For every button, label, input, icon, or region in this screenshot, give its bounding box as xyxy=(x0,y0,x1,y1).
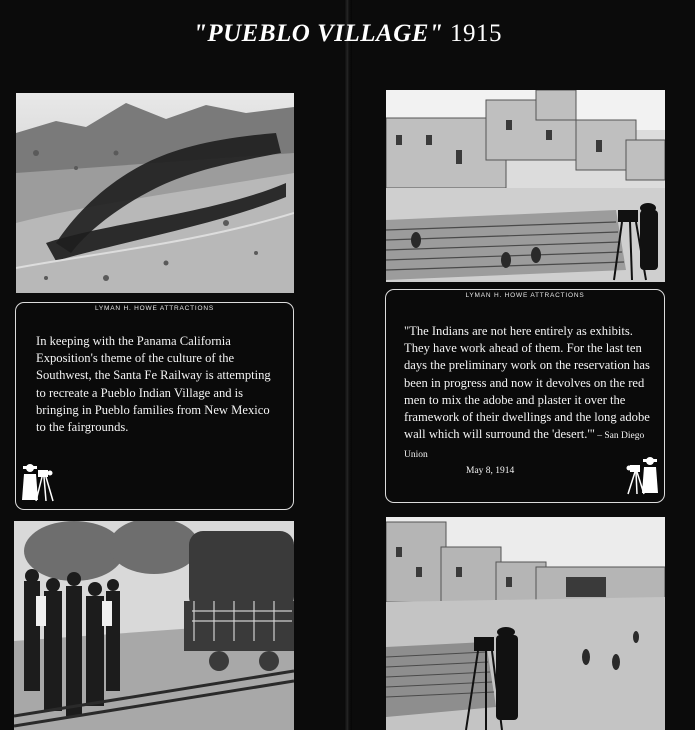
cameraman-icon xyxy=(20,460,54,502)
train-photo xyxy=(16,93,294,293)
crowd-train-photo xyxy=(14,521,294,730)
panel-quote-block xyxy=(404,323,650,477)
pueblo-cameraman-photo xyxy=(386,517,665,730)
quote-text: "The Indians are not here entirely as exhibits. They have work ahead of them. For the last ten days the preliminary work on the reservation has been in progress and now it devolves on the red men to mix the adobe and plaster it over the framework of their dwellings and the long adobe wall which will surround the 'desert.'" xyxy=(404,324,650,442)
cameraman-icon xyxy=(626,453,660,495)
left-text-panel xyxy=(15,302,294,510)
title-text: "PUEBLO VILLAGE" xyxy=(192,20,444,47)
panel-body-text: In keeping with the Panama California Exposition's theme of the culture of the Southwest, the Santa Fe Railway is attempting to recreate a Pueblo Indian Village and is bringing in Pueblo families from New Mexico to the fairgrounds. xyxy=(36,334,271,435)
quote-date: May 8, 1914 xyxy=(466,465,515,476)
title-year: 1915 xyxy=(450,20,503,47)
page-title xyxy=(0,20,695,48)
quote-source: – San Diego Union xyxy=(404,431,645,461)
right-text-panel xyxy=(385,289,665,503)
panel-caption: LYMAN H. HOWE ATTRACTIONS xyxy=(465,292,585,299)
panel-caption: LYMAN H. HOWE ATTRACTIONS xyxy=(94,305,215,312)
page-fold xyxy=(344,0,352,730)
pueblo-adobe-photo xyxy=(386,90,665,282)
